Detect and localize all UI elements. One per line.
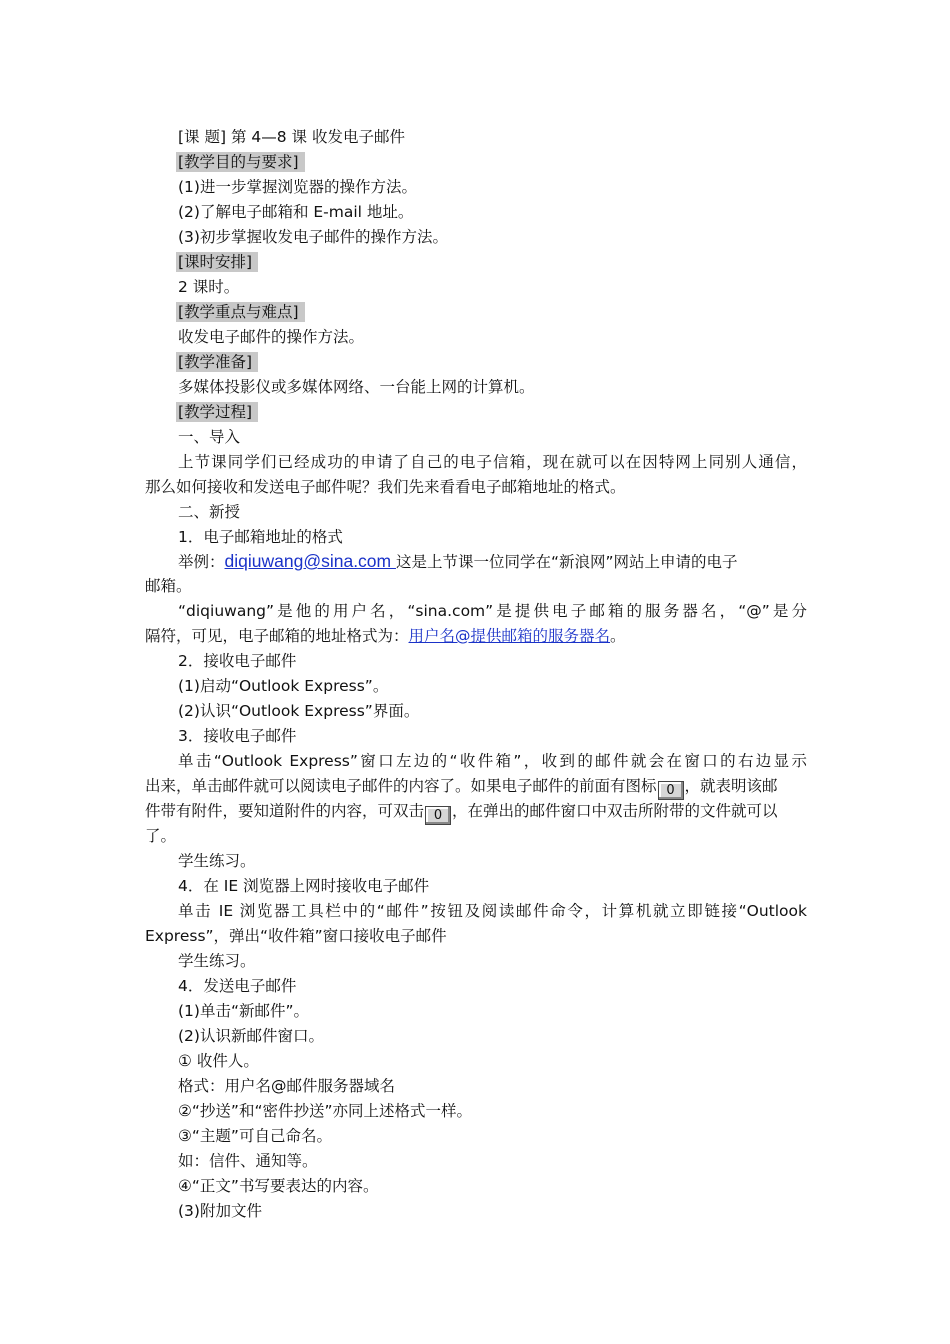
key-text: 收发电子邮件的操作方法。 xyxy=(178,328,365,346)
paperclip-attachment-icon: 0 xyxy=(658,781,684,800)
intro-line-1: 上节课同学们已经成功的申请了自己的电子信箱，现在就可以在因特网上同别人通信， xyxy=(178,453,807,471)
example-rest: 这是上节课一位同学在“新浪网”网站上申请的电子 xyxy=(395,553,738,571)
key-heading: [教学重点与难点] xyxy=(176,302,305,322)
example-email-link[interactable]: diqiuwang@sina.com xyxy=(224,551,396,571)
prep-heading: [教学准备] xyxy=(176,352,258,372)
explain-line-2 xyxy=(145,625,807,647)
section-3-line-4: 了。 xyxy=(145,827,177,845)
intro-heading: 一、导入 xyxy=(178,428,241,446)
goal-3: (3)初步掌握收发电子邮件的操作方法。 xyxy=(178,228,448,246)
section-3-line-1: 单击“Outlook Express”窗口左边的“收件箱”，收到的邮件就会在窗口的右边显示 xyxy=(178,752,807,770)
example-continued: 邮箱。 xyxy=(145,577,192,595)
section-5-step-2: (2)认识新邮件窗口。 xyxy=(178,1027,324,1045)
section-1-title: 1．电子邮箱地址的格式 xyxy=(178,528,343,546)
section-2-step-2: (2)认识“Outlook Express”界面。 xyxy=(178,702,420,720)
section-5-example: 如：信件、通知等。 xyxy=(178,1152,318,1170)
section-4-title: 4．在 IE 浏览器上网时接收电子邮件 xyxy=(178,877,430,895)
section-2-step-1: (1)启动“Outlook Express”。 xyxy=(178,677,389,695)
section-5-item-2: ②“抄送”和“密件抄送”亦同上述格式一样。 xyxy=(178,1102,473,1120)
hours-heading-row xyxy=(178,251,258,273)
prep-text: 多媒体投影仪或多媒体网络、一台能上网的计算机。 xyxy=(178,378,535,396)
example-line xyxy=(178,550,738,573)
section-5-step-3: (3)附加文件 xyxy=(178,1202,262,1220)
intro-line-2: 那么如何接收和发送电子邮件呢？我们先来看看电子邮箱地址的格式。 xyxy=(145,478,626,496)
paperclip-attachment-icon: 0 xyxy=(425,806,451,825)
example-prefix: 举例： xyxy=(178,553,225,571)
section-5-format: 格式：用户名@邮件服务器域名 xyxy=(178,1077,396,1095)
section-3-line-2 xyxy=(145,775,807,800)
section-5-item-3: ③“主题”可自己命名。 xyxy=(178,1127,332,1145)
process-heading-row xyxy=(178,401,258,423)
section-5-item-1: ① 收件人。 xyxy=(178,1052,259,1070)
explain-line-1: “diqiuwang”是他的用户名，“sina.com”是提供电子邮箱的服务器名，“@”是分 xyxy=(178,602,807,620)
section-4-line-2: Express”，弹出“收件箱”窗口接收电子邮件 xyxy=(145,927,447,945)
section-5-title: 4．发送电子邮件 xyxy=(178,977,297,995)
goal-1: (1)进一步掌握浏览器的操作方法。 xyxy=(178,178,417,196)
lesson-topic: [课 题] 第 4—8 课 收发电子邮件 xyxy=(178,128,405,146)
section-3-line-3-b: ，在弹出的邮件窗口中双击所附带的文件就可以 xyxy=(452,802,778,820)
process-heading: [教学过程] xyxy=(176,402,258,422)
new-heading: 二、新授 xyxy=(178,503,241,521)
section-2-title: 2．接收电子邮件 xyxy=(178,652,297,670)
key-heading-row xyxy=(178,301,305,323)
goals-heading-row xyxy=(178,151,305,173)
section-3-line-3 xyxy=(145,800,807,825)
section-4-line-1: 单击 IE 浏览器工具栏中的“邮件”按钮及阅读邮件命令，计算机就立即链接“Outlook xyxy=(178,902,807,920)
section-3-title: 3．接收电子邮件 xyxy=(178,727,297,745)
section-3-line-2-b: ，就表明该邮 xyxy=(684,777,778,795)
explain-suffix: 。 xyxy=(610,627,626,645)
goals-heading: [教学目的与要求] xyxy=(176,152,305,172)
address-format-link[interactable]: 用户名@提供邮箱的服务器名 xyxy=(408,627,611,645)
explain-prefix: 隔符，可见，电子邮箱的地址格式为： xyxy=(145,627,409,645)
practice-2: 学生练习。 xyxy=(178,952,256,970)
section-5-item-4: ④“正文”书写要表达的内容。 xyxy=(178,1177,379,1195)
hours-text: 2 课时。 xyxy=(178,278,240,296)
practice-1: 学生练习。 xyxy=(178,852,256,870)
section-5-step-1: (1)单击“新邮件”。 xyxy=(178,1002,310,1020)
hours-heading: [课时安排] xyxy=(176,252,258,272)
goal-2: (2)了解电子邮箱和 E-mail 地址。 xyxy=(178,203,414,221)
section-3-line-2-a: 出来，单击邮件就可以阅读电子邮件的内容了。如果电子邮件的前面有图标 xyxy=(145,777,657,795)
section-3-line-3-a: 件带有附件，要知道附件的内容，可双击 xyxy=(145,802,425,820)
prep-heading-row xyxy=(178,351,258,373)
